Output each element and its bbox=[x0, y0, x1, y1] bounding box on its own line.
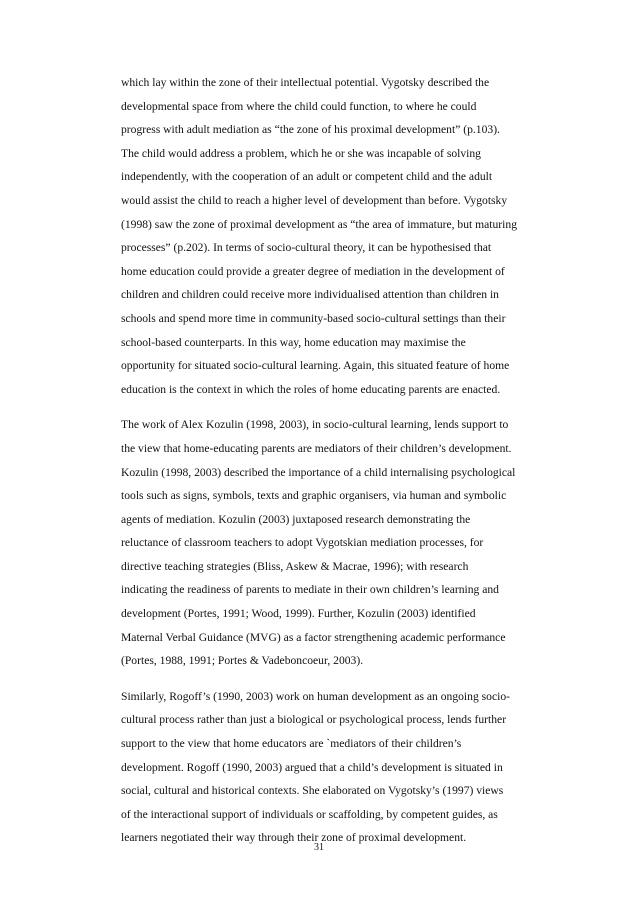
text-line: schools and spend more time in community-based socio-cultural settings than their bbox=[121, 311, 506, 325]
paragraph bbox=[121, 413, 541, 673]
text-line: children and children could receive more individualised attention than children in bbox=[121, 288, 499, 302]
page-number: 31 bbox=[314, 842, 324, 853]
text-line: indicating the readiness of parents to mediate in their own children’s learning and bbox=[121, 583, 499, 597]
text-line: opportunity for situated socio-cultural learning. Again, this situated feature of home bbox=[121, 359, 510, 373]
text-line: development (Portes, 1991; Wood, 1999). Further, Kozulin (2003) identified bbox=[121, 607, 476, 621]
text-line: learners negotiated their way through their zone of proximal development. bbox=[121, 831, 467, 845]
text-line: directive teaching strategies (Bliss, Askew & Macrae, 1996); with research bbox=[121, 559, 469, 573]
text-line: tools such as signs, symbols, texts and graphic organisers, via human and symbolic bbox=[121, 489, 507, 503]
text-line: support to the view that home educators are `mediators of their children’s bbox=[121, 737, 462, 751]
paragraph bbox=[121, 685, 541, 850]
text-line: developmental space from where the child could function, to where he could bbox=[121, 99, 477, 113]
text-line: progress with adult mediation as “the zone of his proximal development” (p.103). bbox=[121, 123, 500, 137]
text-line: (1998) saw the zone of proximal development as “the area of immature, but maturing bbox=[121, 217, 517, 231]
text-line: home education could provide a greater degree of mediation in the development of bbox=[121, 264, 505, 278]
text-line: development. Rogoff (1990, 2003) argued that a child’s development is situated in bbox=[121, 760, 503, 774]
text-line: (Portes, 1988, 1991; Portes & Vadeboncoeur, 2003). bbox=[121, 654, 364, 668]
text-line: Maternal Verbal Guidance (MVG) as a factor strengthening academic performance bbox=[121, 630, 506, 644]
text-line: would assist the child to reach a higher level of development than before. Vygotsky bbox=[121, 193, 508, 207]
paragraph bbox=[121, 71, 541, 401]
text-line: The work of Alex Kozulin (1998, 2003), in socio-cultural learning, lends support to bbox=[121, 418, 509, 432]
text-line: school-based counterparts. In this way, home education may maximise the bbox=[121, 335, 466, 349]
text-line: the view that home-educating parents are mediators of their children’s development. bbox=[121, 441, 512, 455]
text-line: Similarly, Rogoff’s (1990, 2003) work on human development as an ongoing socio- bbox=[121, 689, 510, 703]
text-line: agents of mediation. Kozulin (2003) juxtaposed research demonstrating the bbox=[121, 512, 471, 526]
text-line: reluctance of classroom teachers to adopt Vygotskian mediation processes, for bbox=[121, 536, 484, 550]
text-line: The child would address a problem, which he or she was incapable of solving bbox=[121, 146, 481, 160]
text-line: Kozulin (1998, 2003) described the importance of a child internalising psychological bbox=[121, 465, 516, 479]
text-line: cultural process rather than just a biological or psychological process, lends further bbox=[121, 713, 507, 727]
text-line: independently, with the cooperation of an adult or competent child and the adult bbox=[121, 170, 493, 184]
text-line: of the interactional support of individuals or scaffolding, by competent guides, as bbox=[121, 807, 498, 821]
text-line: which lay within the zone of their intellectual potential. Vygotsky described the bbox=[121, 76, 490, 89]
body-text bbox=[121, 71, 541, 862]
text-line: processes” (p.202). In terms of socio-cultural theory, it can be hypothesised that bbox=[121, 241, 492, 255]
text-line: education is the context in which the roles of home educating parents are enacted. bbox=[121, 382, 501, 396]
text-line: social, cultural and historical contexts. She elaborated on Vygotsky’s (1997) views bbox=[121, 784, 504, 798]
